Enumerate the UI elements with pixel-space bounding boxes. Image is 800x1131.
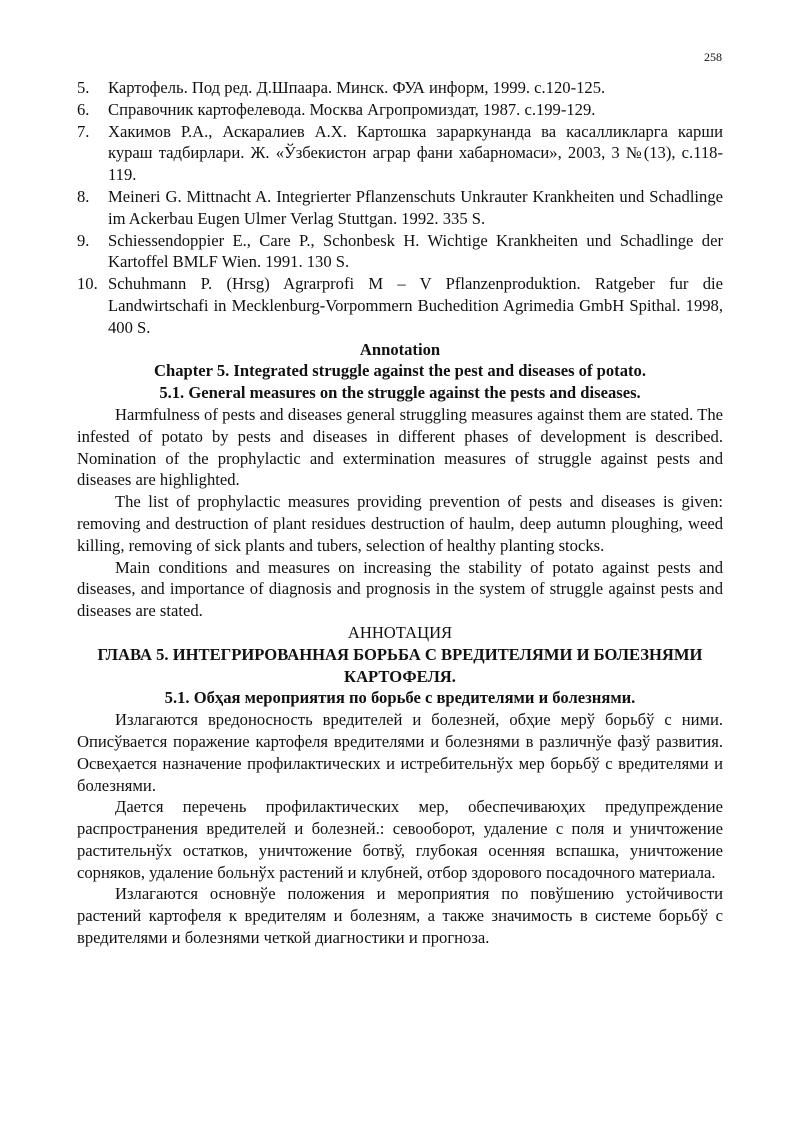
- reference-item: [77, 99, 723, 121]
- annotation-title: АННОТАЦИЯ: [347, 622, 453, 642]
- annotation-title: Annotation: [359, 339, 441, 359]
- annotation-english: [77, 339, 723, 622]
- reference-number: 10.: [77, 274, 98, 294]
- reference-item: [77, 77, 723, 99]
- page-content: [77, 77, 723, 949]
- reference-item: [77, 121, 723, 186]
- section-heading: 5.1. Обҳая мероприятия по борьбе с вредителями и болезнями.: [164, 688, 636, 708]
- reference-item: [77, 186, 723, 230]
- page-number: 258: [704, 50, 722, 64]
- reference-text: Картофель. Под ред. Д.Шпаара. Минск. ФУА информ, 1999. с.120-125.: [108, 78, 606, 97]
- reference-number: 7.: [77, 121, 90, 141]
- reference-number: 8.: [77, 186, 90, 206]
- reference-text: Schuhmann P. (Hrsg) Agrarprofi M – V Pflanzenproduktion. Ratgeber fur die Landwirtschafi in Mecklenburg-Vorpommern Buchedition Agrimedia GmbH Spithal. 1998, 400 S.: [108, 274, 723, 337]
- paragraph: Дается перечень профилактических мер, обеспечиваюҳих предупреждение распространения вредителей и болезней.: севооборот, удаление с поля и уничтожение растительнўх остатков, уничтожение ботвў, глубокая осенняя вспашка, уничтожение сорняков, удаление больнўх растений и клубней, отбор здорового посадочного материала.: [77, 797, 723, 882]
- chapter-heading: ГЛАВА 5. ИНТЕГРИРОВАННАЯ БОРЬБА С ВРЕДИТЕЛЯМИ И БОЛЕЗНЯМИ КАРТОФЕЛЯ.: [97, 644, 703, 686]
- reference-text: Хакимов Р.А., Аскаралиев А.Х. Картошка зараркунанда ва касалликларга карши кураш тадбирлари. Ж. «Ўзбекистон аграр фани хабарномаси», 2003, 3 №(13), с.118-119.: [108, 121, 723, 185]
- reference-item: [77, 273, 723, 338]
- paragraph: Main conditions and measures on increasing the stability of potato against pests and diseases, and importance of diagnosis and prognosis in the system of struggle against pests and diseases are stated.: [77, 557, 723, 621]
- paragraph: Излагаются основнўе положения и мероприятия по повўшению устойчивости растений картофеля к вредителям и болезням, а также значимость в системе борьбў с вредителями и болезнями четкой диагностики и прогноза.: [77, 884, 723, 948]
- paragraph: Излагаются вредоносность вредителей и болезней, обҳие мерў борьбў с ними. Описўвается поражение картофеля вредителями и болезнями в различнўе фазў развития. Освеҳается назначение профилактических и истребительнўх мер борьбў с вредителями и болезнями.: [77, 710, 723, 795]
- reference-text: Meineri G. Mittnacht A. Integrierter Pflanzenschuts Unkrauter Krankheiten und Schadlinge im Ackerbau Eugen Ulmer Verlag Stuttgan. 1992. 335 S.: [108, 186, 723, 228]
- paragraph: Harmfulness of pests and diseases general struggling measures against them are stated. The infested of potato by pests and diseases in different phases of development is described. Nomination of the prophylactic and extermination measures of struggle against pests and diseases are highlighted.: [77, 404, 723, 490]
- paragraph: The list of prophylactic measures providing prevention of pests and diseases is given: removing and destruction of plant residues destruction of haulm, deep autumn ploughing, weed killing, removing of sick plants and tubers, selection of healthy planting stocks.: [77, 492, 723, 555]
- section-heading: 5.1. General measures on the struggle against the pests and diseases.: [159, 383, 641, 403]
- reference-list: [77, 77, 723, 339]
- annotation-russian: [77, 622, 723, 949]
- reference-number: 9.: [77, 230, 90, 250]
- reference-number: 5.: [77, 78, 90, 97]
- reference-text: Справочник картофелевода. Москва Агропромиздат, 1987. с.199-129.: [108, 99, 596, 119]
- reference-number: 6.: [77, 99, 90, 119]
- reference-text: Schiessendoppier E., Care P., Schonbesk H. Wichtige Krankheiten und Schadlinge der Kartoffel BMLF Wien. 1991. 130 S.: [108, 230, 723, 272]
- reference-item: [77, 230, 723, 274]
- chapter-heading: Chapter 5. Integrated struggle against the pest and diseases of potato.: [154, 361, 646, 381]
